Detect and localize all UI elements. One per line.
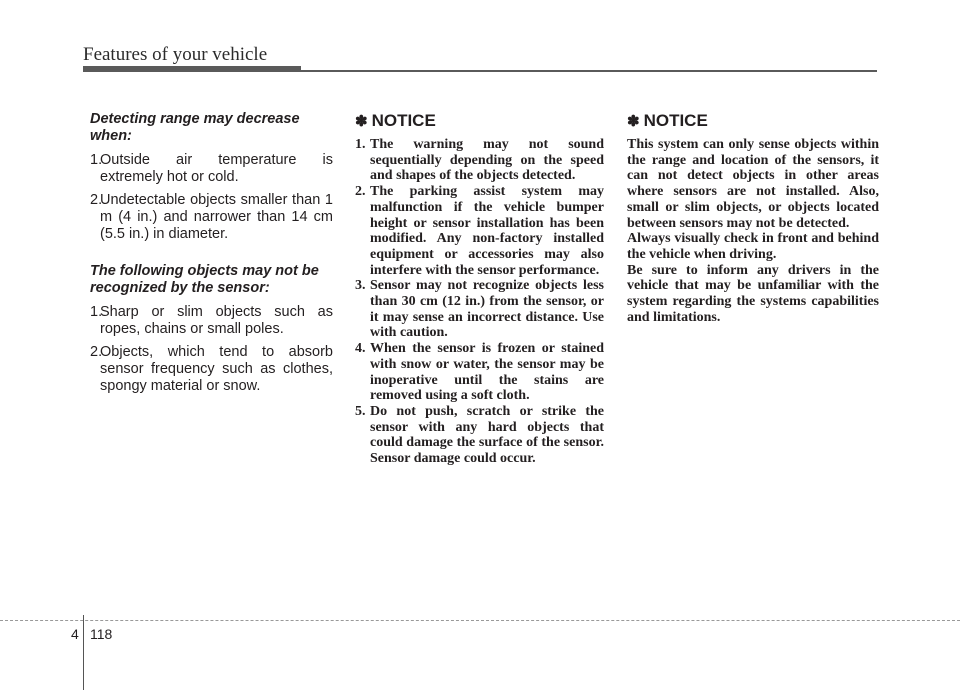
footer-divider [83,615,84,690]
list-item [355,341,604,404]
list-item-text: Do not push, scratch or strike the sensor with any hard objects that could damage the surface of the sensor. Sensor damage could occur. [370,403,604,467]
list-item-text: When the sensor is frozen or stained with snow or water, the sensor may be inoperative until the stains are removed using a soft cloth. [370,341,604,404]
notice-heading [355,111,604,131]
detecting-range-list [90,152,333,243]
list-item-text: Outside air temperature is extremely hot or cold. [100,152,333,185]
notice-title: NOTICE [371,111,436,130]
list-item-number: 3. [355,278,366,294]
list-item [90,152,333,186]
footer-guide-line [0,620,960,621]
notice-title: NOTICE [643,111,708,130]
list-item-text: Sharp or slim objects such as ropes, chains or small poles. [100,304,333,337]
list-item [90,192,333,243]
asterisk-notice-icon: ✽ [355,113,368,130]
chapter-number: 4 [71,626,79,642]
notice-paragraph: Always visually check in front and behind the vehicle when driving. [627,231,879,262]
list-item-text: Sensor may not recognize objects less than 30 cm (12 in.) from the sensor, or it may sense an incorrect distance. Use with caution. [370,278,604,341]
notice-heading [627,111,879,131]
section-heading-unrecognized-objects: The following objects may not be recognized by the sensor: [90,263,319,296]
list-item-text: The parking assist system may malfunction if the vehicle bumper height or sensor installation has been modified. Any non-factory installed equipment or accessories may also interfere with the sensor performance. [370,184,604,278]
list-item-number: 2. [90,192,103,208]
section-heading-detecting-range: Detecting range may decrease when: [90,111,300,144]
list-item [90,344,333,395]
list-item-text: Objects, which tend to absorb sensor frequency such as clothes, spongy material or snow. [100,344,333,394]
page-header-title: Features of your vehicle [83,44,268,65]
header-rule-thin [301,70,877,72]
notice-paragraph: This system can only sense objects within the range and location of the sensors, it can not detect objects in other areas where sensors are not installed. Also, small or slim objects, or objects located between sensors may not be detected. [627,137,879,231]
list-item-number: 2. [355,184,366,200]
notice-paragraph: Be sure to inform any drivers in the vehicle that may be unfamiliar with the system regarding the systems capabilities and limitations. [627,262,879,325]
list-item [355,137,604,184]
unrecognized-objects-list [90,304,333,395]
list-item-text: Undetectable objects smaller than 1 m (4 in.) and narrower than 14 cm (5.5 in.) in diameter. [100,192,333,242]
notice-box-sensor-limits [627,111,879,325]
notice-list [355,137,604,467]
list-item-number: 4. [355,341,366,357]
list-item [355,404,604,467]
list-item-number: 2. [90,344,103,360]
notice-box-sensor-warnings [355,111,604,467]
list-item-number: 1. [355,137,366,152]
notice-text [627,137,879,325]
asterisk-notice-icon: ✽ [627,113,640,130]
page-number: 118 [90,626,113,642]
list-item-number: 1. [90,152,103,168]
list-item [355,184,604,278]
list-item [90,304,333,338]
list-item-text: The warning may not sound sequentially depending on the speed and shapes of the objects detected. [370,137,604,184]
header-rule-thick [83,66,301,72]
list-item-number: 5. [355,403,366,419]
list-item-number: 1. [90,304,103,320]
column-detecting-range [90,111,333,401]
list-item [355,278,604,341]
